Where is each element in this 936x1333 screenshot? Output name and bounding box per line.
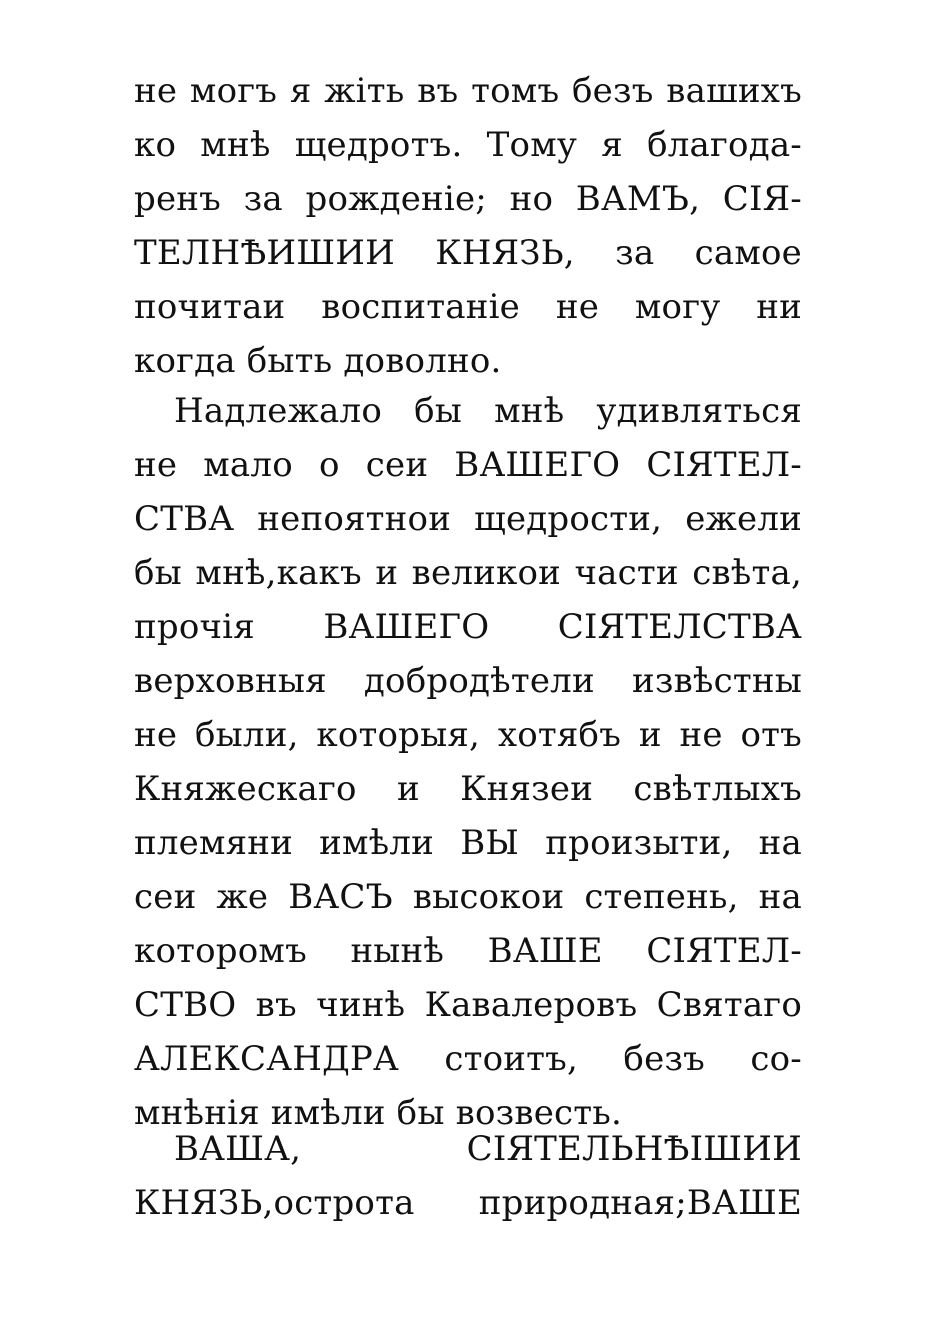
text-line: не мало о сеи ВАШЕГО СIЯТЕЛ-	[134, 445, 802, 485]
text-line: Надлежало бы мнѣ удивляться	[174, 391, 802, 431]
paragraph-2	[134, 384, 802, 1140]
text-line: не могъ я жiть въ томъ безъ вашихъ	[134, 71, 802, 111]
paragraph-3	[134, 1122, 802, 1230]
text-line: Княжескаго и Князеи свѣтлыхъ	[134, 769, 802, 809]
text-line: СТВО въ чинѣ Кавалеровъ Святаго	[134, 985, 802, 1025]
text-line: племяни имѣли ВЫ произыти, на	[134, 823, 802, 863]
text-line: почитаи воспитанiе не могу ни	[134, 287, 802, 327]
text-line: когда быть доволно.	[134, 341, 502, 381]
text-line: которомъ нынѣ ВАШЕ СIЯТЕЛ-	[134, 931, 802, 971]
paragraph-1	[134, 64, 802, 388]
text-line: бы мнѣ,какъ и великои части свѣта,	[134, 553, 802, 593]
text-line: прочiя ВАШЕГО СIЯТЕЛСТВА	[134, 607, 802, 647]
text-line: верховныя добродѣтели извѣстны	[134, 661, 802, 701]
text-line: мнѣнiя имѣли бы возвесть.	[134, 1093, 623, 1133]
text-line: СТВА непоятнои щедрости, ежели	[134, 499, 802, 539]
text-line: сеи же ВАСЪ высокои степень, на	[134, 877, 802, 917]
text-line: ТЕЛНѢИШИИ КНЯЗЬ, за самое	[134, 233, 802, 273]
text-line: АЛЕКСАНДРА стоитъ, безъ со-	[134, 1039, 802, 1079]
text-line: ВАША, СIЯТЕЛЬНѢIШИИ	[174, 1129, 802, 1169]
text-line: не были, которыя, хотябъ и не отъ	[134, 715, 802, 755]
text-line: КНЯЗЬ,острота природная;ВАШЕ	[134, 1183, 802, 1223]
text-line: ренъ за рожденiе; но ВАМЪ, СIЯ-	[134, 179, 802, 219]
text-line: ко мнѣ щедротъ. Тому я благода-	[134, 125, 802, 165]
